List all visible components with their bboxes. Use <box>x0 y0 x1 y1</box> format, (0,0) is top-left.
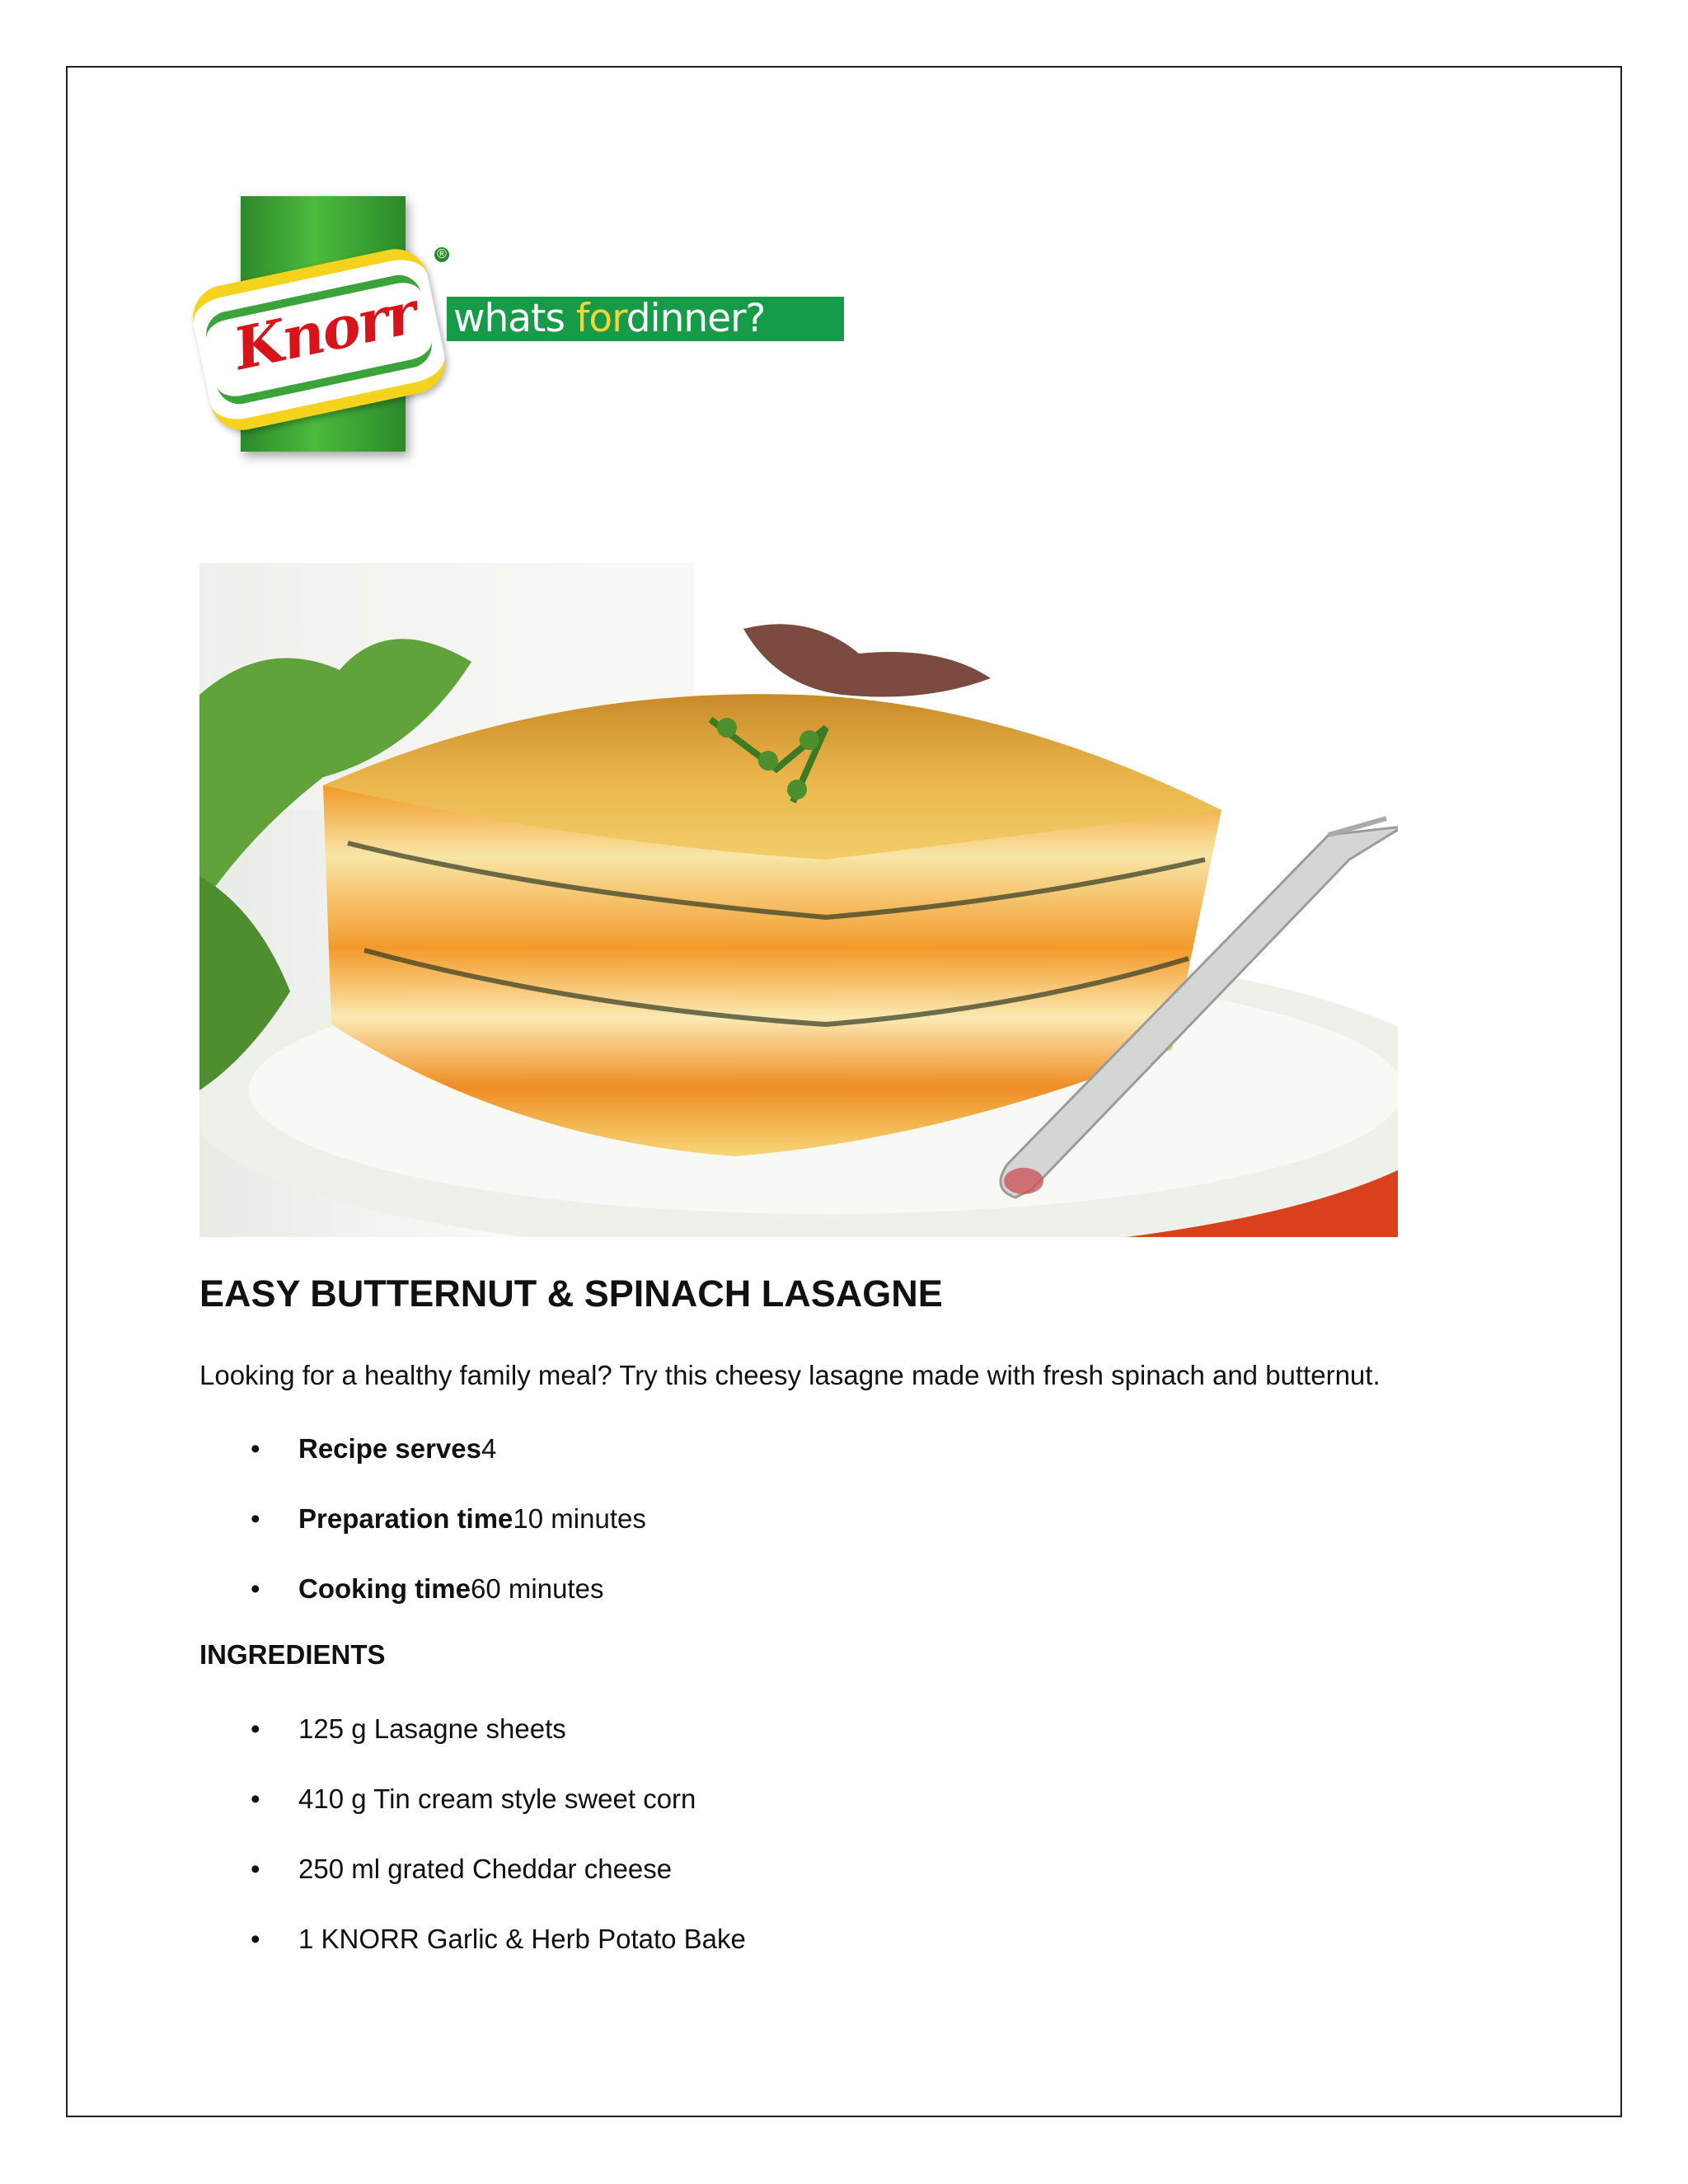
detail-label: Cooking time <box>298 1573 471 1604</box>
knorr-logo <box>199 196 844 452</box>
recipe-details-list <box>199 1430 646 1640</box>
detail-cooking-time <box>199 1570 646 1640</box>
logo-tagline <box>447 297 844 341</box>
detail-value: 10 minutes <box>513 1503 646 1534</box>
ingredient-text: 125 g Lasagne sheets <box>298 1713 566 1744</box>
ingredient-item <box>199 1780 746 1850</box>
detail-preparation-time <box>199 1500 646 1570</box>
bullet-icon: • <box>251 1783 260 1814</box>
bullet-icon: • <box>251 1924 260 1954</box>
tagline-part2: dinner? <box>626 296 766 341</box>
bullet-icon: • <box>251 1854 260 1884</box>
bullet-icon: • <box>251 1573 260 1604</box>
registered-icon: ® <box>434 247 449 262</box>
ingredient-item <box>199 1710 746 1780</box>
bullet-icon: • <box>251 1713 260 1744</box>
ingredient-text: 410 g Tin cream style sweet corn <box>298 1783 696 1814</box>
detail-value: 4 <box>481 1433 497 1464</box>
ingredients-heading: INGREDIENTS <box>199 1639 386 1670</box>
ingredient-text: 250 ml grated Cheddar cheese <box>298 1854 673 1884</box>
tagline-accent: for <box>575 296 626 341</box>
ingredients-list <box>199 1710 746 1990</box>
ingredient-item <box>199 1920 746 1990</box>
bullet-icon: • <box>251 1433 260 1464</box>
recipe-intro: Looking for a healthy family meal? Try this cheesy lasagne made with fresh spinach and butternut. <box>199 1360 1381 1390</box>
recipe-title: EASY BUTTERNUT & SPINACH LASAGNE <box>199 1272 943 1315</box>
detail-label: Recipe serves <box>298 1433 481 1464</box>
tagline-part1: whats <box>453 296 576 341</box>
detail-value: 60 minutes <box>471 1573 604 1604</box>
bullet-icon: • <box>251 1503 260 1534</box>
logo-brand-name: Knorr <box>227 278 422 384</box>
ingredient-text: 1 KNORR Garlic & Herb Potato Bake <box>298 1924 746 1954</box>
ingredient-item <box>199 1850 746 1920</box>
detail-label: Preparation time <box>298 1503 513 1534</box>
detail-serves <box>199 1430 646 1500</box>
lasagne-photo <box>199 563 1398 1237</box>
